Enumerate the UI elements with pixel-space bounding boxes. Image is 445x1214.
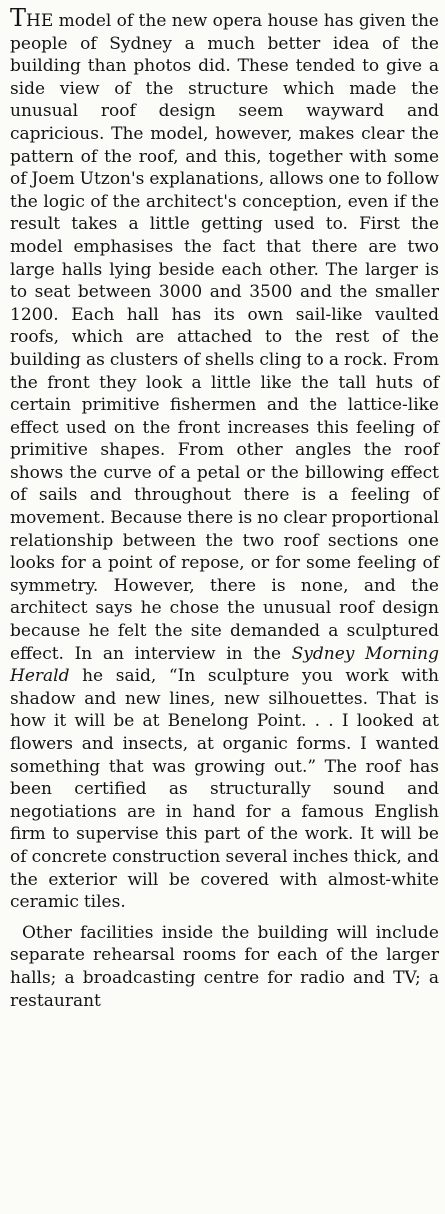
newspaper-title-italic: Sydney Morning Herald — [10, 643, 439, 687]
article-paragraph-2: Other facilities inside the building will include separate rehearsal rooms for each of the larger halls; a broadcasting centre for radio and TV; a restaurant — [10, 922, 439, 1011]
drop-cap: T — [10, 4, 27, 32]
paragraph-1-text-a: HE model of the new opera house has given the people of Sydney a much better idea of the building than photos did. These tended to give a side view of the structure which made the unusual roof design seem wayward and capricious. The model, however, makes clear the pattern of the roof, and this, together with some of Joem Utzon's explanations, allows one to follow the logic of the architect's conception, even if the result takes a little getting used to. First the model emphasises the fact that there are two large halls lying beside each other. The larger is to seat between 3000 and 3500 and the smaller 1200. Each hall has its own sail-like vaulted roofs, which are attached to the rest of the building as clusters of shells cling to a rock. From the front they look a little like the tall huts of certain primitive fishermen and the lattice-like effect used on the front increases this feeling of primitive shapes. From other angles the roof shows the curve of a petal or the billowing effect of sails and throughout there is a feeling of movement. Because there is no clear proportional relationship between the two roof sections one looks for a point of repose, or for some feeling of symmetry. However, there is none, and the architect says he chose the unusual roof design because he felt the site demanded a sculptured effect. In an interview in the — [10, 11, 439, 664]
paragraph-1-text-b: he said, “In sculpture you work with shadow and new lines, new silhouettes. That is how it will be at Benelong Point. . . I looked at flowers and insects, at organic forms. I wanted something that was growing out.” The roof has been certified as structurally sound and negotiations are in hand for a famous English firm to supervise this part of the work. It will be of concrete construction several inches thick, and the exterior will be covered with almost-white ceramic tiles. — [10, 666, 439, 913]
article-paragraph-1 — [10, 6, 439, 914]
